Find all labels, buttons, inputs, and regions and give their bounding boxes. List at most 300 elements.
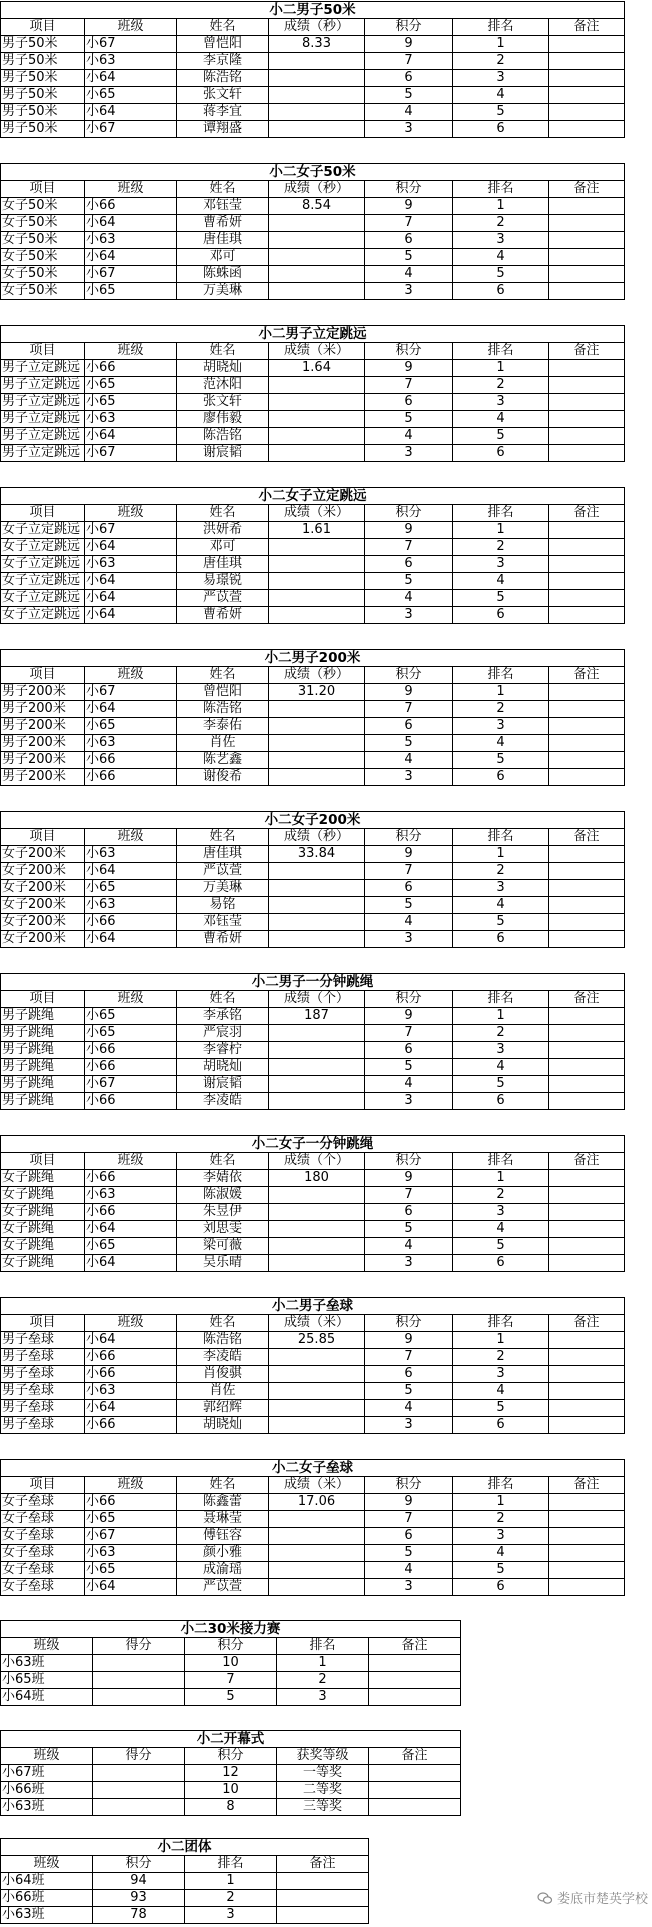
table-row: [1, 53, 625, 70]
column-header: 排名: [185, 1856, 277, 1873]
table-row: [1, 1873, 369, 1890]
table-row: [1, 718, 625, 735]
table-cell: 廖伟毅: [177, 411, 269, 428]
table-cell: 陈浩铭: [177, 428, 269, 445]
table-cell: 4: [365, 266, 453, 283]
table-cell: 小67: [85, 1076, 177, 1093]
table-cell: 5: [365, 249, 453, 266]
table-cell: 曹希妍: [177, 607, 269, 624]
table-cell: 9: [365, 684, 453, 701]
table-cell: 小67: [85, 1528, 177, 1545]
table-row: [1, 897, 625, 914]
table-cell: 男子立定跳远: [1, 394, 85, 411]
table-row: [1, 1890, 369, 1907]
table-row: [1, 1400, 625, 1417]
table-cell: 2: [453, 539, 549, 556]
table-cell: 6: [453, 121, 549, 138]
table-cell: 2: [453, 863, 549, 880]
column-header: 项目: [1, 181, 85, 198]
column-header: 班级: [85, 991, 177, 1008]
table-cell: 小65: [85, 718, 177, 735]
table-cell: 男子50米: [1, 104, 85, 121]
table-cell: 7: [365, 377, 453, 394]
table-cell: [549, 846, 625, 863]
table-cell: 5: [453, 590, 549, 607]
table-cell: 3: [453, 1366, 549, 1383]
table-cell: 3: [185, 1907, 277, 1924]
table-row: [1, 1025, 625, 1042]
table-cell: [269, 1025, 365, 1042]
table-cell: 小63班: [1, 1799, 93, 1816]
table-cell: 5: [453, 1238, 549, 1255]
table-cell: [269, 1349, 365, 1366]
column-header: 班级: [85, 829, 177, 846]
table-cell: 小64: [85, 539, 177, 556]
table-cell: 傅钰容: [177, 1528, 269, 1545]
table-cell: 12: [185, 1765, 277, 1782]
table-cell: 小63: [85, 735, 177, 752]
table-cell: 小67: [85, 445, 177, 462]
table-cell: [549, 863, 625, 880]
table-cell: 2: [453, 53, 549, 70]
table-cell: 4: [365, 1562, 453, 1579]
table-cell: 4: [365, 914, 453, 931]
column-header: 项目: [1, 1477, 85, 1494]
table-cell: 小64班: [1, 1873, 93, 1890]
table-cell: 女子立定跳远: [1, 573, 85, 590]
table-cell: 唐佳琪: [177, 846, 269, 863]
table-cell: 小66: [85, 1494, 177, 1511]
column-header: 积分: [365, 181, 453, 198]
table-cell: 5: [365, 87, 453, 104]
column-header: 积分: [365, 667, 453, 684]
table-cell: [549, 1400, 625, 1417]
table-cell: [549, 1221, 625, 1238]
table-cell: 范沐阳: [177, 377, 269, 394]
table-cell: 5: [365, 735, 453, 752]
team-table: [0, 1838, 369, 1924]
table-cell: 1: [453, 1494, 549, 1511]
table-cell: 肖佐: [177, 735, 269, 752]
table-cell: [549, 897, 625, 914]
table-cell: 5: [453, 752, 549, 769]
table-row: [1, 1655, 461, 1672]
table-cell: [269, 1221, 365, 1238]
table-cell: 9: [365, 1494, 453, 1511]
opening-table: [0, 1730, 461, 1816]
table-cell: [549, 1204, 625, 1221]
column-header: 项目: [1, 1153, 85, 1170]
table-cell: 女子立定跳远: [1, 607, 85, 624]
table-cell: 张文轩: [177, 394, 269, 411]
table-cell: [269, 863, 365, 880]
table-row: [1, 1672, 461, 1689]
table-cell: [549, 1349, 625, 1366]
table-cell: 女子50米: [1, 283, 85, 300]
table-cell: 陈蛛函: [177, 266, 269, 283]
table-cell: 女子跳绳: [1, 1170, 85, 1187]
table-cell: 3: [453, 232, 549, 249]
column-header: 班级: [85, 343, 177, 360]
table-cell: 5: [365, 1545, 453, 1562]
table-cell: [269, 428, 365, 445]
table-cell: 胡晓灿: [177, 1059, 269, 1076]
table-cell: 女子50米: [1, 215, 85, 232]
table-cell: 9: [365, 360, 453, 377]
table-title: 小二男子立定跳远: [1, 326, 625, 343]
table-cell: 31.20: [269, 684, 365, 701]
table-cell: [549, 880, 625, 897]
table-cell: 成渝瑶: [177, 1562, 269, 1579]
table-cell: [269, 1366, 365, 1383]
column-header: 排名: [453, 1477, 549, 1494]
table-cell: [549, 1042, 625, 1059]
table-row: [1, 1059, 625, 1076]
table-row: [1, 556, 625, 573]
table-cell: 男子200米: [1, 769, 85, 786]
table-cell: 刘思雯: [177, 1221, 269, 1238]
table-cell: 女子跳绳: [1, 1255, 85, 1272]
table-cell: [549, 1417, 625, 1434]
header-row: [1, 1315, 625, 1332]
table-cell: [549, 556, 625, 573]
table-cell: 易璟锐: [177, 573, 269, 590]
table-cell: [269, 752, 365, 769]
table-cell: [549, 104, 625, 121]
table-cell: 93: [93, 1890, 185, 1907]
column-header: 成绩（个）: [269, 991, 365, 1008]
column-header: 姓名: [177, 181, 269, 198]
table-cell: 李承铭: [177, 1008, 269, 1025]
event-table: [0, 1, 625, 138]
column-header: 积分: [365, 505, 453, 522]
table-cell: 3: [453, 394, 549, 411]
table-cell: 肖俊骐: [177, 1366, 269, 1383]
column-header: 成绩（个）: [269, 1153, 365, 1170]
column-header: 班级: [85, 181, 177, 198]
table-cell: [549, 735, 625, 752]
table-cell: 3: [365, 445, 453, 462]
table-cell: 5: [365, 411, 453, 428]
table-cell: 2: [453, 701, 549, 718]
table-cell: 邓钰莹: [177, 198, 269, 215]
table-cell: 6: [453, 283, 549, 300]
table-cell: 小65: [85, 1025, 177, 1042]
table-cell: 女子立定跳远: [1, 522, 85, 539]
table-row: [1, 215, 625, 232]
table-cell: 男子垒球: [1, 1349, 85, 1366]
column-header: 备注: [549, 181, 625, 198]
column-header: 班级: [85, 1315, 177, 1332]
table-cell: [549, 1059, 625, 1076]
table-cell: 女子立定跳远: [1, 556, 85, 573]
table-cell: 男子50米: [1, 87, 85, 104]
table-row: [1, 539, 625, 556]
column-header: 积分: [185, 1638, 277, 1655]
table-cell: 5: [185, 1689, 277, 1706]
table-cell: 胡晓灿: [177, 1417, 269, 1434]
column-header: 班级: [85, 667, 177, 684]
table-cell: [369, 1782, 461, 1799]
table-cell: 一等奖: [277, 1765, 369, 1782]
column-header: 项目: [1, 505, 85, 522]
table-cell: 陈鑫蕾: [177, 1494, 269, 1511]
table-cell: 5: [453, 1400, 549, 1417]
table-cell: 胡晓灿: [177, 360, 269, 377]
table-cell: 小66: [85, 1349, 177, 1366]
table-cell: [269, 931, 365, 948]
table-row: [1, 394, 625, 411]
table-cell: 3: [365, 1093, 453, 1110]
column-header: 积分: [93, 1856, 185, 1873]
table-row: [1, 735, 625, 752]
table-cell: [269, 266, 365, 283]
table-cell: [549, 70, 625, 87]
table-cell: 陈浩铭: [177, 70, 269, 87]
table-cell: 1: [453, 1332, 549, 1349]
table-cell: [549, 1579, 625, 1596]
table-cell: [549, 198, 625, 215]
column-header: 备注: [549, 1477, 625, 1494]
table-cell: 3: [365, 1255, 453, 1272]
column-header: 积分: [365, 343, 453, 360]
table-cell: 3: [365, 121, 453, 138]
table-cell: 万美琳: [177, 283, 269, 300]
table-cell: 小63: [85, 411, 177, 428]
table-cell: 男子200米: [1, 735, 85, 752]
table-cell: 唐佳琪: [177, 232, 269, 249]
table-row: [1, 1545, 625, 1562]
table-cell: 女子跳绳: [1, 1221, 85, 1238]
table-cell: 女子200米: [1, 880, 85, 897]
table-row: [1, 1907, 369, 1924]
table-row: [1, 1204, 625, 1221]
table-cell: 4: [453, 573, 549, 590]
table-cell: [269, 87, 365, 104]
table-cell: 4: [453, 249, 549, 266]
table-cell: 女子垒球: [1, 1511, 85, 1528]
table-cell: 李泰佑: [177, 718, 269, 735]
column-header: 项目: [1, 829, 85, 846]
table-cell: [93, 1655, 185, 1672]
table-cell: 9: [365, 36, 453, 53]
table-cell: 3: [453, 1042, 549, 1059]
table-cell: 5: [365, 897, 453, 914]
table-cell: [549, 1383, 625, 1400]
table-cell: 男子立定跳远: [1, 445, 85, 462]
table-row: [1, 1562, 625, 1579]
column-header: 排名: [453, 1153, 549, 1170]
table-cell: [269, 701, 365, 718]
column-header: 项目: [1, 1315, 85, 1332]
event-table: [0, 163, 625, 300]
table-cell: 小65: [85, 1562, 177, 1579]
table-row: [1, 1511, 625, 1528]
table-cell: 4: [365, 1400, 453, 1417]
table-cell: 6: [453, 1093, 549, 1110]
table-cell: 4: [453, 1059, 549, 1076]
table-row: [1, 1383, 625, 1400]
table-cell: 小63班: [1, 1655, 93, 1672]
table-cell: [269, 735, 365, 752]
table-cell: [269, 1383, 365, 1400]
table-cell: 严苡萱: [177, 590, 269, 607]
table-cell: 小64: [85, 931, 177, 948]
table-row: [1, 1579, 625, 1596]
table-cell: [369, 1689, 461, 1706]
table-cell: 女子跳绳: [1, 1187, 85, 1204]
table-cell: [549, 1238, 625, 1255]
table-cell: [549, 701, 625, 718]
table-row: [1, 863, 625, 880]
table-cell: 小66班: [1, 1782, 93, 1799]
table-cell: [269, 1528, 365, 1545]
table-cell: [269, 556, 365, 573]
column-header: 班级: [85, 19, 177, 36]
table-row: [1, 752, 625, 769]
column-header: 成绩（秒）: [269, 19, 365, 36]
column-header: 排名: [453, 1315, 549, 1332]
column-header: 备注: [277, 1856, 369, 1873]
table-cell: [269, 914, 365, 931]
table-cell: 小66: [85, 914, 177, 931]
column-header: 姓名: [177, 1477, 269, 1494]
table-cell: 6: [453, 445, 549, 462]
table-cell: 4: [453, 1383, 549, 1400]
column-header: 备注: [549, 343, 625, 360]
table-cell: 8.54: [269, 198, 365, 215]
table-cell: 女子200米: [1, 846, 85, 863]
table-cell: [549, 684, 625, 701]
table-row: [1, 1238, 625, 1255]
table-row: [1, 846, 625, 863]
table-row: [1, 1170, 625, 1187]
table-cell: [549, 1366, 625, 1383]
table-cell: 男子跳绳: [1, 1025, 85, 1042]
table-cell: 小67班: [1, 1765, 93, 1782]
table-cell: 男子垒球: [1, 1417, 85, 1434]
table-cell: 小66: [85, 198, 177, 215]
table-cell: 小65: [85, 1008, 177, 1025]
table-cell: 3: [453, 718, 549, 735]
table-cell: 男子跳绳: [1, 1076, 85, 1093]
table-cell: 小63班: [1, 1907, 93, 1924]
table-cell: 女子跳绳: [1, 1238, 85, 1255]
table-cell: 6: [453, 607, 549, 624]
table-row: [1, 87, 625, 104]
table-row: [1, 1494, 625, 1511]
table-cell: 3: [365, 607, 453, 624]
table-cell: 3: [453, 70, 549, 87]
table-cell: 5: [453, 914, 549, 931]
table-cell: 7: [365, 863, 453, 880]
table-cell: [549, 522, 625, 539]
table-cell: 陈艺鑫: [177, 752, 269, 769]
table-cell: 曾恺阳: [177, 684, 269, 701]
header-row: [1, 505, 625, 522]
table-cell: 7: [365, 1349, 453, 1366]
table-cell: 187: [269, 1008, 365, 1025]
table-cell: [369, 1672, 461, 1689]
column-header: 积分: [365, 1477, 453, 1494]
table-cell: [269, 718, 365, 735]
table-cell: 曹希妍: [177, 931, 269, 948]
table-cell: 女子50米: [1, 232, 85, 249]
table-cell: [549, 87, 625, 104]
table-cell: 6: [453, 1255, 549, 1272]
table-cell: 小65班: [1, 1672, 93, 1689]
table-cell: [277, 1907, 369, 1924]
column-header: 排名: [453, 829, 549, 846]
column-header: 班级: [1, 1748, 93, 1765]
table-row: [1, 445, 625, 462]
table-cell: [269, 1255, 365, 1272]
table-cell: 3: [365, 283, 453, 300]
table-cell: 小64: [85, 104, 177, 121]
table-row: [1, 607, 625, 624]
watermark: [537, 1888, 648, 1907]
table-cell: 2: [453, 1511, 549, 1528]
table-row: [1, 70, 625, 87]
table-cell: [549, 1008, 625, 1025]
table-cell: 9: [365, 1008, 453, 1025]
table-cell: 8: [185, 1799, 277, 1816]
table-cell: 9: [365, 1332, 453, 1349]
table-cell: 小64: [85, 1579, 177, 1596]
table-cell: 小67: [85, 266, 177, 283]
table-cell: 小63: [85, 556, 177, 573]
table-cell: [269, 394, 365, 411]
table-cell: [549, 914, 625, 931]
column-header: 成绩（米）: [269, 505, 365, 522]
table-cell: [269, 897, 365, 914]
event-table: [0, 1459, 625, 1596]
table-cell: [269, 1042, 365, 1059]
table-cell: 3: [365, 1579, 453, 1596]
table-cell: 肖佐: [177, 1383, 269, 1400]
table-cell: 吴乐晴: [177, 1255, 269, 1272]
table-cell: [93, 1672, 185, 1689]
column-header: 班级: [85, 1477, 177, 1494]
table-title: 小二女子立定跳远: [1, 488, 625, 505]
table-title: 小二男子一分钟跳绳: [1, 974, 625, 991]
table-cell: 小65: [85, 1511, 177, 1528]
table-cell: 陈淑媛: [177, 1187, 269, 1204]
table-row: [1, 360, 625, 377]
table-cell: [269, 53, 365, 70]
table-cell: 小65: [85, 880, 177, 897]
table-cell: 女子垒球: [1, 1545, 85, 1562]
table-cell: [549, 590, 625, 607]
table-cell: 7: [365, 1025, 453, 1042]
column-header: 姓名: [177, 19, 269, 36]
table-cell: 邓可: [177, 539, 269, 556]
table-cell: [269, 607, 365, 624]
column-header: 排名: [453, 343, 549, 360]
table-row: [1, 121, 625, 138]
table-cell: [549, 121, 625, 138]
table-cell: 4: [453, 735, 549, 752]
table-cell: 6: [365, 718, 453, 735]
header-row: [1, 19, 625, 36]
table-cell: 小66: [85, 1417, 177, 1434]
table-cell: 小64: [85, 1221, 177, 1238]
table-title: 小二开幕式: [1, 1731, 461, 1748]
table-title: 小二团体: [1, 1839, 369, 1856]
table-cell: [549, 266, 625, 283]
column-header: 获奖等级: [277, 1748, 369, 1765]
table-cell: 邓钰莹: [177, 914, 269, 931]
